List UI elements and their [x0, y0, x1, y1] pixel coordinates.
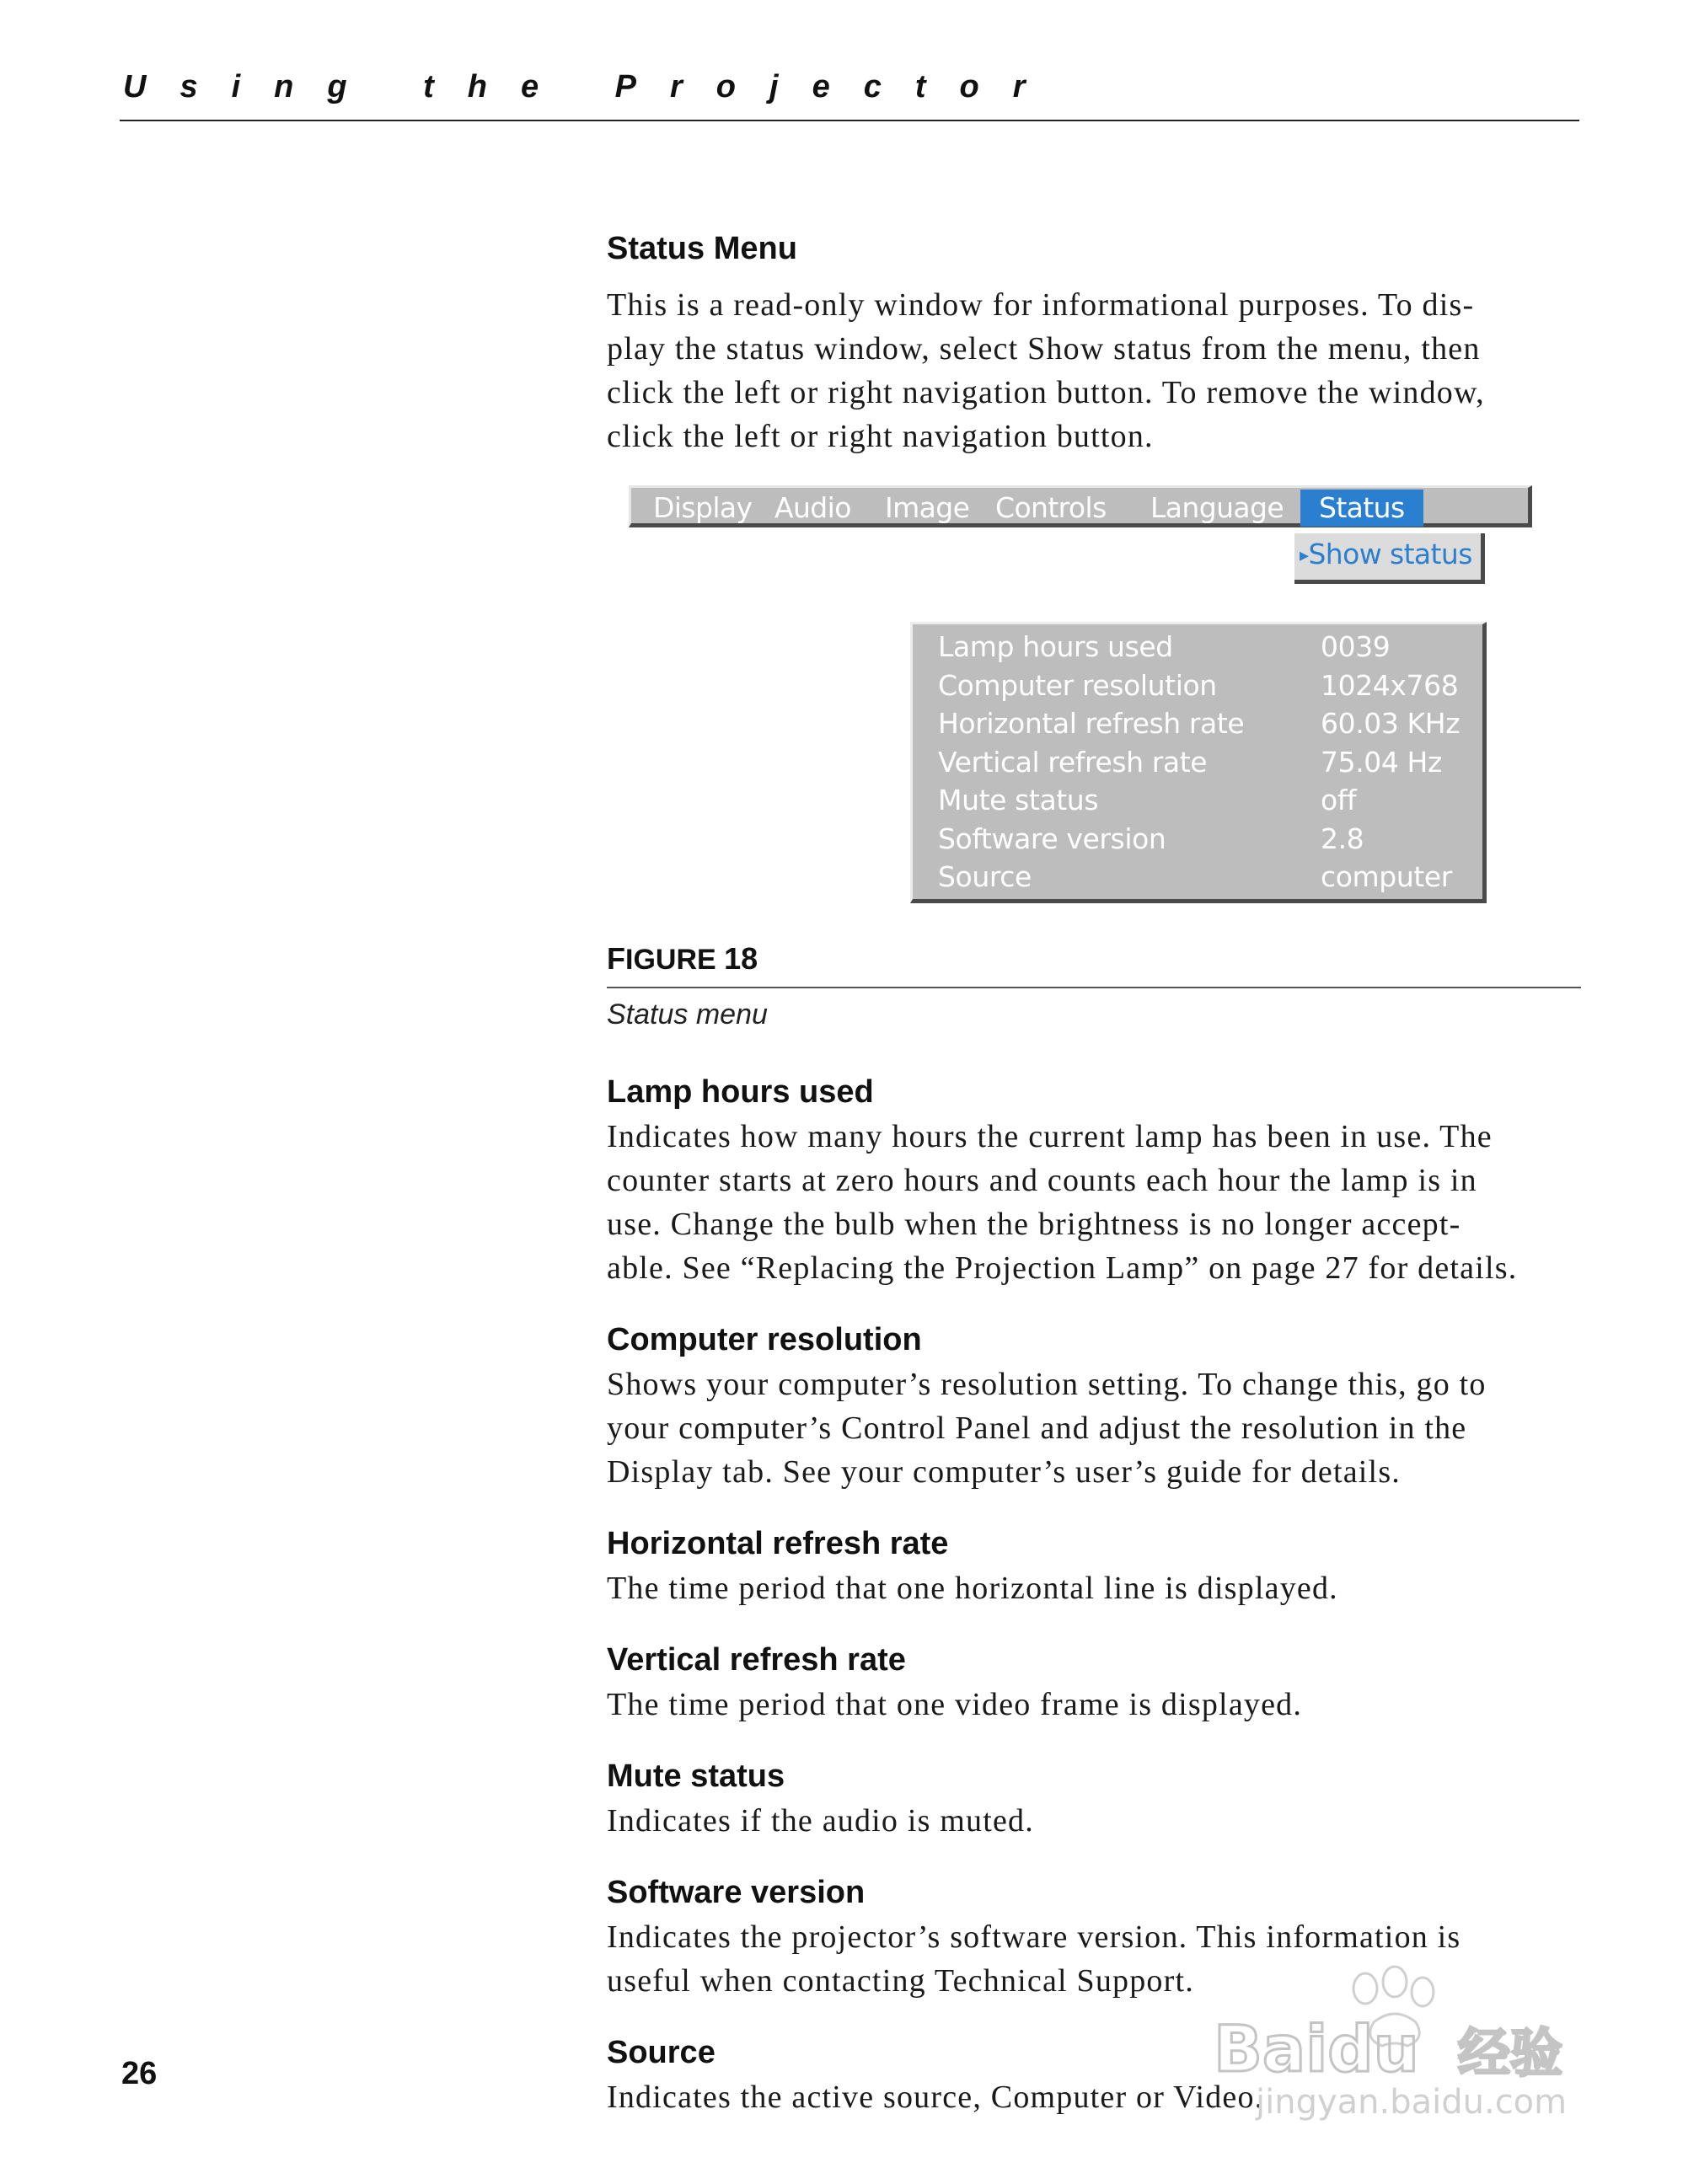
- figure-label: FIGURE 18: [607, 941, 758, 976]
- status-value: 1024x768: [1321, 668, 1459, 702]
- entry-title: Vertical refresh rate: [607, 1642, 906, 1678]
- menu-tab-status[interactable]: Status: [1300, 490, 1423, 527]
- entry-text: Indicates how many hours the current lamp has been in use. The counter starts at zero hours and counts each hour the lamp is in use. Change the bulb when the brightness is no longer accept- able. See “Replacing the Projection Lamp” on page 27 for details.: [607, 1119, 1518, 1286]
- watermark-brand: Baidu: [1214, 2011, 1419, 2086]
- menu-tab-language[interactable]: Language: [1150, 491, 1284, 524]
- menu-tab-controls[interactable]: Controls: [995, 491, 1107, 524]
- status-value: 0039: [1321, 630, 1391, 663]
- entry-mute-status: [607, 1757, 1581, 1843]
- watermark-brand-cn: 经验: [1458, 2022, 1563, 2084]
- entry-source: [607, 2033, 1581, 2119]
- status-label: Horizontal refresh rate: [938, 707, 1245, 740]
- status-value: computer: [1321, 860, 1452, 893]
- entry-lamp-hours: [607, 1073, 1581, 1290]
- entry-text: Shows your computer’s resolution setting. To change this, go to your computer’s Control Panel and adjust the resolution in the Display tab. See your computer’s user’s guide for details.: [607, 1367, 1487, 1490]
- menu-tab-image[interactable]: Image: [885, 491, 970, 524]
- entry-text: The time period that one video frame is displayed.: [607, 1687, 1303, 1722]
- status-value: 75.04 Hz: [1321, 745, 1442, 779]
- entry-title: Horizontal refresh rate: [607, 1526, 949, 1561]
- status-value: off: [1321, 784, 1357, 816]
- status-label: Mute status: [938, 784, 1099, 816]
- status-window: [910, 622, 1487, 903]
- menu-tab-display[interactable]: Display: [653, 491, 753, 524]
- entry-text: The time period that one horizontal line is displayed.: [607, 1571, 1338, 1606]
- status-row: [913, 858, 1482, 897]
- entry-text: Indicates if the audio is muted.: [607, 1803, 1034, 1839]
- status-label: Software version: [938, 822, 1166, 855]
- text-line: play the status window, select Show status from the menu, then: [607, 331, 1481, 367]
- intro-paragraph: [607, 283, 1581, 458]
- section-title: Status Menu: [607, 231, 797, 266]
- running-head: Using the Projector: [123, 69, 1059, 104]
- figure-rule: [607, 987, 1581, 988]
- entry-title: Mute status: [607, 1758, 785, 1794]
- status-row: [913, 781, 1482, 820]
- entry-title: Lamp hours used: [607, 1074, 874, 1110]
- status-label: Computer resolution: [938, 668, 1217, 702]
- entry-text: Indicates the active source, Computer or Video.: [607, 2080, 1264, 2115]
- entry-computer-resolution: [607, 1320, 1581, 1494]
- status-row: [913, 666, 1482, 705]
- submenu-item-label: Show status: [1308, 538, 1472, 570]
- entry-text: Indicates the projector’s software version. This information is useful when contacting Technical Support.: [607, 1919, 1461, 1999]
- text-line: click the left or right navigation button.: [607, 419, 1154, 454]
- status-row: [913, 820, 1482, 859]
- page-number: 26: [121, 2056, 158, 2091]
- status-label: Source: [938, 860, 1032, 893]
- status-row: [913, 743, 1482, 782]
- header-rule: [120, 120, 1579, 121]
- text-line: click the left or right navigation button. To remove the window,: [607, 375, 1485, 410]
- watermark-url: jingyan.baidu.com: [1256, 2083, 1568, 2122]
- figure-caption: Status menu: [607, 998, 768, 1030]
- entry-title: Software version: [607, 1875, 866, 1910]
- page-content: [607, 229, 1581, 2119]
- status-label: Lamp hours used: [938, 630, 1173, 663]
- text-line: This is a read-only window for informational purposes. To dis-: [607, 287, 1475, 323]
- status-row: [913, 704, 1482, 743]
- status-row: [913, 628, 1482, 666]
- entry-software-version: [607, 1873, 1581, 2003]
- status-value: 60.03 KHz: [1321, 707, 1460, 740]
- status-menu-figure: [607, 485, 1581, 940]
- submenu-show-status[interactable]: [1294, 533, 1485, 584]
- chevron-right-icon: ▸: [1300, 545, 1309, 566]
- osd-menu-bar: [629, 485, 1532, 527]
- entry-title: Computer resolution: [607, 1322, 922, 1357]
- entry-vertical-refresh: [607, 1641, 1581, 1726]
- status-value: 2.8: [1321, 822, 1364, 855]
- menu-tab-audio[interactable]: Audio: [774, 491, 851, 524]
- status-label: Vertical refresh rate: [938, 745, 1208, 779]
- entry-title: Source: [607, 2035, 716, 2070]
- entry-horizontal-refresh: [607, 1524, 1581, 1610]
